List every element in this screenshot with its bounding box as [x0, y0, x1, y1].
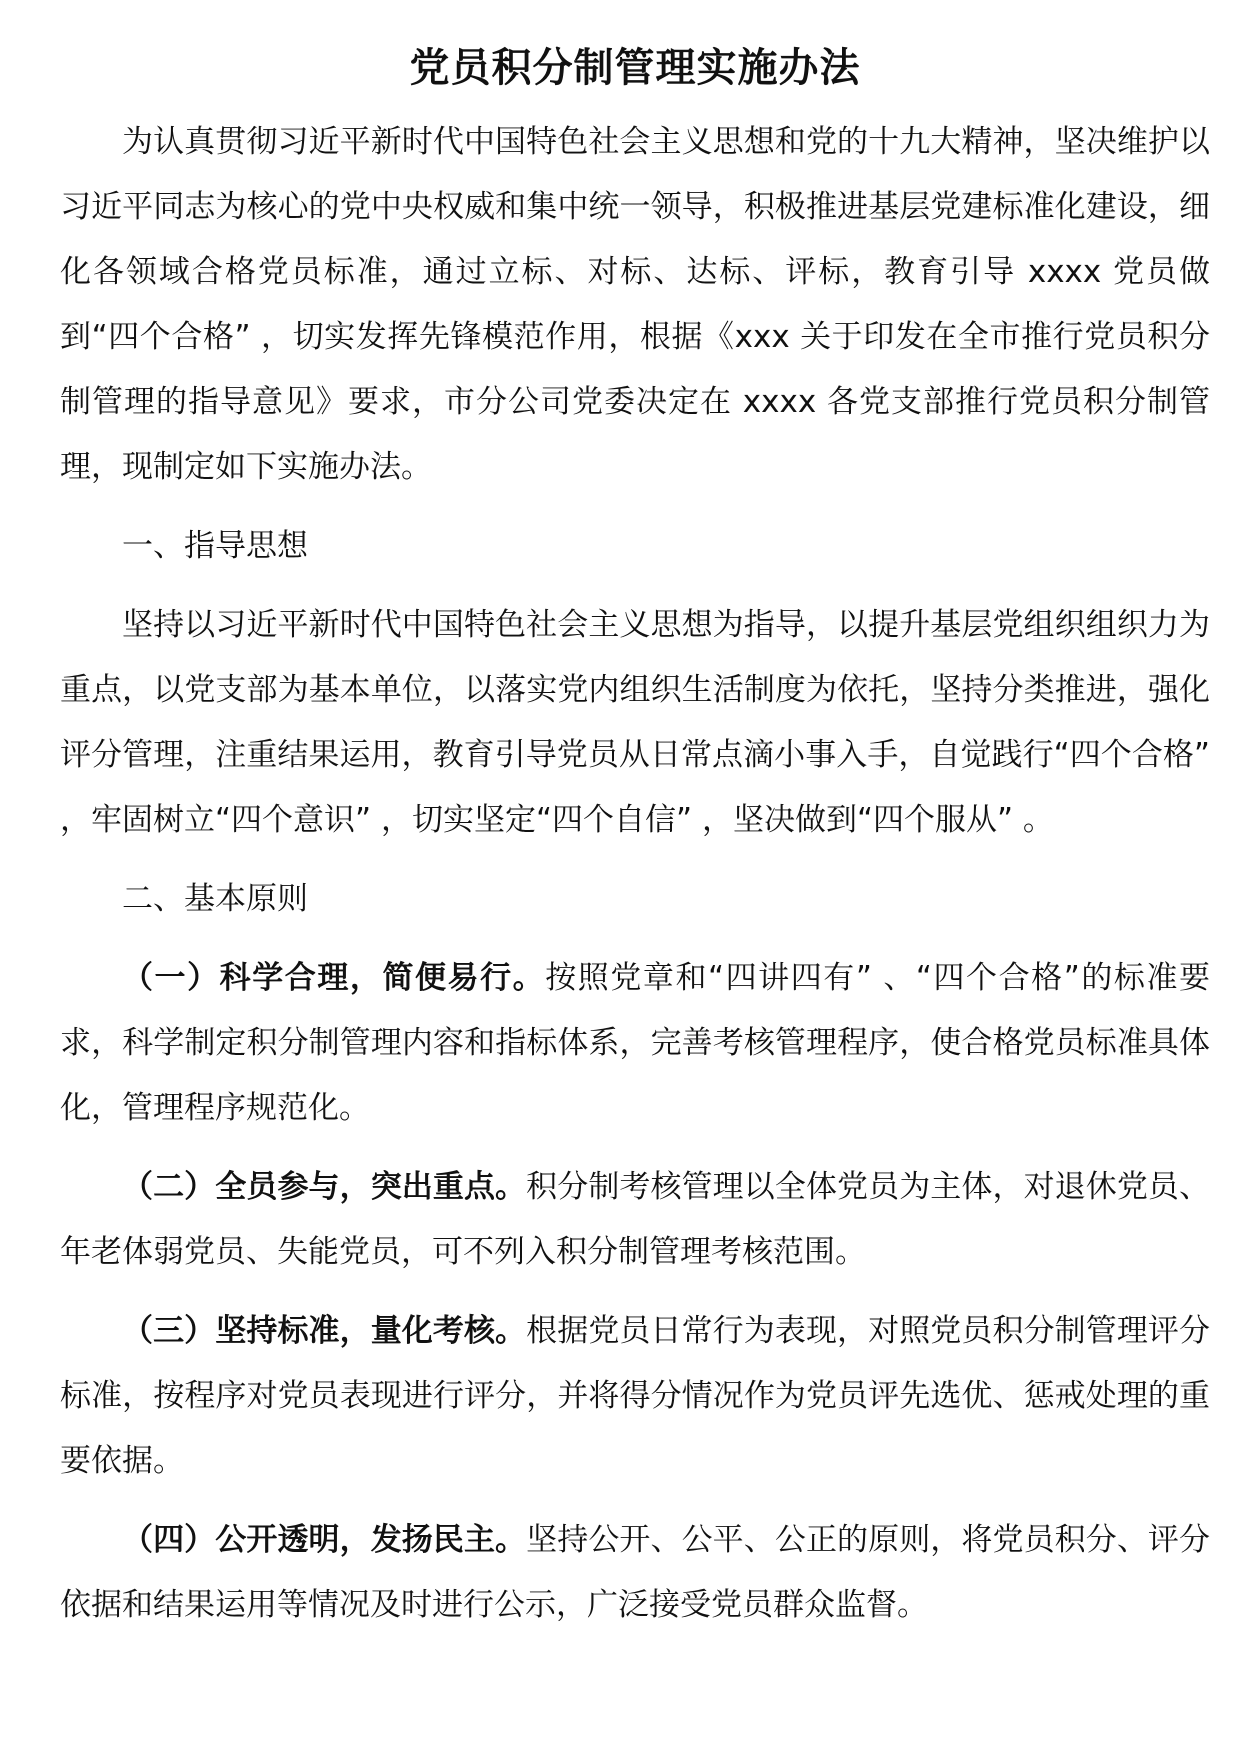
principle-item — [60, 1299, 1210, 1494]
principle-item — [60, 1508, 1210, 1638]
principle-text: 根据党员日常行为表现，对照党员积分制管理评分标准，按程序对党员表现进行评分，并将得分情况作为党员评先选优、惩戒处理的重要依据。 — [60, 1313, 1211, 1479]
document-title: 党员积分制管理实施办法 — [409, 45, 861, 91]
principle-text: 按照党章和“四讲四有” 、“四个合格”的标准要求，科学制定积分制管理内容和指标体系，完善考核管理程序，使合格党员标准具体化，管理程序规范化。 — [60, 960, 1211, 1126]
principle-lead: （四）公开透明，发扬民主。 — [122, 1522, 527, 1558]
document-page — [60, 28, 1210, 1638]
principle-lead: （三）坚持标准，量化考核。 — [122, 1313, 527, 1349]
intro-paragraph: 为认真贯彻习近平新时代中国特色社会主义思想和党的十九大精神，坚决维护以习近平同志为核心的党中央权威和集中统一领导，积极推进基层党建标准化建设，细化各领域合格党员标准，通过立标、对标、达标、评标，教育引导 xxxx 党员做到“四个合格” ，切实发挥先锋模范作用，根据《xxx 关于印发在全市推行党员积分制管理的指导意见》要求，市分公司党委决定在 xxxx 各党支部推行党员积分制管理，现制定如下实施办法。 — [60, 124, 1210, 485]
guiding-ideology-paragraph: 坚持以习近平新时代中国特色社会主义思想为指导，以提升基层党组织组织力为重点，以党支部为基本单位，以落实党内组织生活制度为依托，坚持分类推进，强化评分管理，注重结果运用，教育引导党员从日常点滴小事入手，自觉践行“四个合格” ，牢固树立“四个意识” ，切实坚定“四个自信” ，坚决做到“四个服从” 。 — [60, 607, 1210, 838]
principle-lead: （一）科学合理，简便易行。 — [122, 960, 546, 996]
principle-item — [60, 1155, 1210, 1285]
section-heading-guiding-ideology: 一、指导思想 — [122, 528, 308, 564]
principle-text: 积分制考核管理以全体党员为主体，对退休党员、年老体弱党员、失能党员，可不列入积分制管理考核范围。 — [60, 1169, 1211, 1270]
principle-item — [60, 946, 1210, 1141]
principle-lead: （二）全员参与，突出重点。 — [122, 1169, 527, 1205]
section-heading-basic-principles: 二、基本原则 — [122, 881, 308, 917]
principle-text: 坚持公开、公平、公正的原则，将党员积分、评分依据和结果运用等情况及时进行公示，广泛接受党员群众监督。 — [60, 1522, 1211, 1623]
